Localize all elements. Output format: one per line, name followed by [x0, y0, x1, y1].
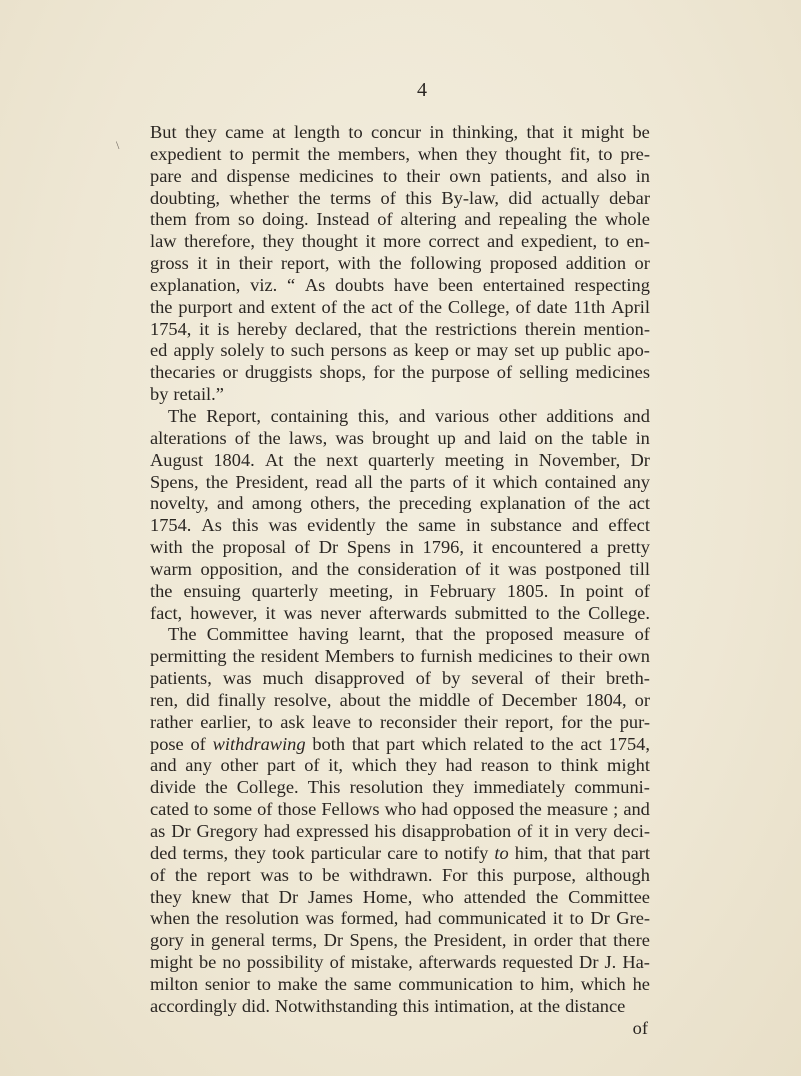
text-line: doubting, whether the terms of this By-law, did actually debar [150, 187, 650, 208]
text-line: the purport and extent of the act of the College, of date 11th April [150, 296, 650, 317]
text-line: The Report, containing this, and various other additions and [168, 405, 650, 426]
text-line: of the report was to be withdrawn. For this purpose, although [150, 864, 650, 885]
body-text [150, 122, 650, 1039]
text-line: ded terms, they took particular care to notify to him, that that part [150, 842, 650, 863]
text-line: as Dr Gregory had expressed his disapprobation of it in very deci- [150, 821, 650, 841]
text-line: pose of withdrawing both that part which related to the act 1754, [150, 733, 650, 754]
text-line: explanation, viz. “ As doubts have been entertained respecting [150, 274, 650, 295]
text-line: with the proposal of Dr Spens in 1796, it encountered a pretty [150, 537, 650, 558]
text-line: rather earlier, to ask leave to reconsider their report, for the pur- [150, 711, 650, 732]
margin-mark: \ [116, 138, 120, 152]
text-line: they knew that Dr James Home, who attended the Committee [150, 886, 650, 907]
text-line: thecaries or druggists shops, for the purpose of selling medicines [150, 362, 650, 383]
text-line: might be no possibility of mistake, afterwards requested Dr J. Ha- [150, 952, 650, 973]
text-line: gross it in their report, with the following proposed addition or [150, 253, 650, 274]
text-line: The Committee having learnt, that the proposed measure of [168, 624, 650, 645]
catchword: of [632, 1017, 648, 1038]
page-number: 4 [417, 79, 427, 101]
text-line: ren, did finally resolve, about the middle of December 1804, or [150, 689, 650, 710]
text-line: ed apply solely to such persons as keep or may set up public apo- [150, 340, 650, 361]
text-line: when the resolution was formed, had communicated it to Dr Gre- [150, 908, 650, 929]
text-line: But they came at length to concur in thinking, that it might be [150, 122, 650, 142]
text-line: them from so doing. Instead of altering and repealing the whole [150, 209, 650, 230]
text-line: August 1804. At the next quarterly meeting in November, Dr [150, 449, 650, 470]
text-line: pare and dispense medicines to their own patients, and also in [150, 165, 650, 186]
text-line: by retail.” [150, 384, 224, 405]
text-line: patients, was much disapproved of by several of their breth- [150, 668, 650, 689]
text-line: fact, however, it was never afterwards submitted to the College. [150, 602, 650, 623]
text-line: permitting the resident Members to furnish medicines to their own [150, 646, 650, 667]
text-line: 1754, it is hereby declared, that the restrictions therein mention- [150, 318, 650, 339]
text-line: expedient to permit the members, when they thought fit, to pre- [150, 143, 650, 164]
text-line: the ensuing quarterly meeting, in February 1805. In point of [150, 580, 650, 601]
text-line: law therefore, they thought it more correct and expedient, to en- [150, 231, 650, 252]
text-line: Spens, the President, read all the parts of it which contained any [150, 471, 650, 492]
text-line: warm opposition, and the consideration of it was postponed till [150, 558, 650, 579]
text-line: alterations of the laws, was brought up and laid on the table in [150, 427, 650, 448]
text-line: gory in general terms, Dr Spens, the President, in order that there [150, 930, 650, 951]
text-line: accordingly did. Notwithstanding this intimation, at the distance [150, 995, 626, 1016]
text-line: divide the College. This resolution they immediately communi- [150, 777, 650, 798]
text-line: and any other part of it, which they had reason to think might [150, 755, 650, 776]
text-line: cated to some of those Fellows who had opposed the measure ; and [150, 799, 650, 820]
text-line: 1754. As this was evidently the same in substance and effect [150, 515, 650, 536]
text-line: novelty, and among others, the preceding explanation of the act [150, 493, 650, 514]
text-line: milton senior to make the same communication to him, which he [150, 973, 650, 994]
